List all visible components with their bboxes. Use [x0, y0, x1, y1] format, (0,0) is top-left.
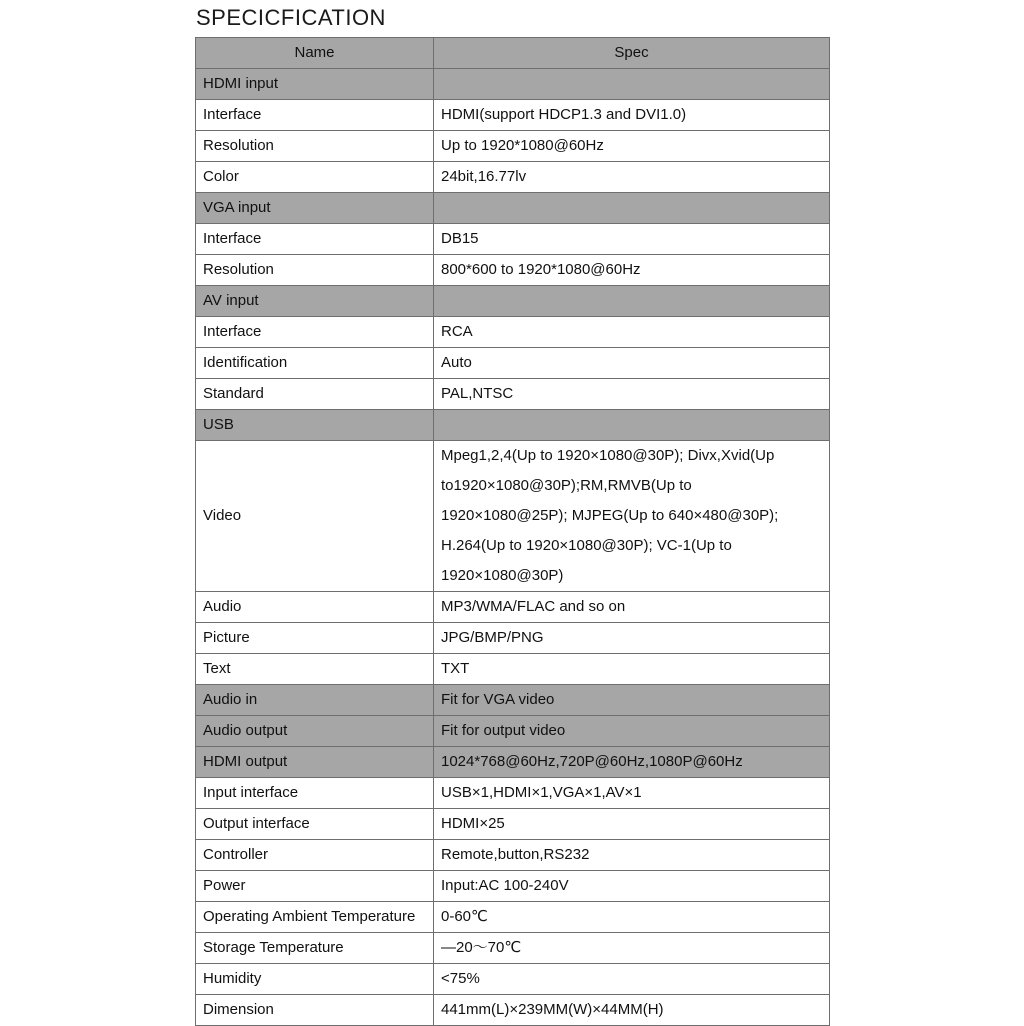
spec-value-cell: TXT: [434, 654, 830, 685]
spec-name-cell: Resolution: [196, 131, 434, 162]
section-row: [196, 685, 830, 716]
table-body: [196, 69, 830, 1026]
spec-value-line: to1920×1080@30P);RM,RMVB(Up to: [441, 477, 692, 494]
spec-value-cell: [434, 193, 830, 224]
table-row: [196, 623, 830, 654]
table-row: [196, 379, 830, 410]
section-row: [196, 747, 830, 778]
table-row: [196, 902, 830, 933]
table-row: [196, 348, 830, 379]
spec-value-cell: RCA: [434, 317, 830, 348]
spec-name-cell: Interface: [196, 100, 434, 131]
table-row: [196, 162, 830, 193]
spec-value-cell: Up to 1920*1080@60Hz: [434, 131, 830, 162]
table-row: [196, 592, 830, 623]
spec-value-cell: USB×1,HDMI×1,VGA×1,AV×1: [434, 778, 830, 809]
spec-value-cell: 0-60℃: [434, 902, 830, 933]
spec-value-cell: JPG/BMP/PNG: [434, 623, 830, 654]
spec-value-cell: —20～70℃: [434, 933, 830, 964]
spec-name-cell: Input interface: [196, 778, 434, 809]
table-row: [196, 840, 830, 871]
table-row: [196, 995, 830, 1026]
table-row: [196, 654, 830, 685]
spec-name-cell: Power: [196, 871, 434, 902]
section-row: [196, 286, 830, 317]
spec-name-cell: Audio output: [196, 716, 434, 747]
spec-value-cell: 441mm(L)×239MM(W)×44MM(H): [434, 995, 830, 1026]
table-row: [196, 255, 830, 286]
spec-name-cell: Interface: [196, 317, 434, 348]
table-row: [196, 441, 830, 592]
spec-name-cell: Color: [196, 162, 434, 193]
spec-name-cell: Audio in: [196, 685, 434, 716]
spec-name-cell: Interface: [196, 224, 434, 255]
spec-value-cell: 1024*768@60Hz,720P@60Hz,1080P@60Hz: [434, 747, 830, 778]
section-row: [196, 716, 830, 747]
spec-value-line: 1920×1080@30P): [441, 567, 564, 584]
spec-value-cell: 24bit,16.77lv: [434, 162, 830, 193]
table-row: [196, 778, 830, 809]
spec-value-cell: Fit for VGA video: [434, 685, 830, 716]
spec-value-cell: HDMI(support HDCP1.3 and DVI1.0): [434, 100, 830, 131]
spec-value-cell: [434, 69, 830, 100]
spec-value-cell: HDMI×25: [434, 809, 830, 840]
table-row: [196, 131, 830, 162]
spec-value-line: 1920×1080@25P); MJPEG(Up to 640×480@30P);: [441, 507, 779, 524]
spec-value-cell: Fit for output video: [434, 716, 830, 747]
spec-value-cell: 800*600 to 1920*1080@60Hz: [434, 255, 830, 286]
spec-name-cell: Identification: [196, 348, 434, 379]
spec-name-cell: Storage Temperature: [196, 933, 434, 964]
section-row: [196, 69, 830, 100]
spec-name-cell: Output interface: [196, 809, 434, 840]
spec-name-cell: Audio: [196, 592, 434, 623]
spec-value-cell: MP3/WMA/FLAC and so on: [434, 592, 830, 623]
spec-value-cell: Remote,button,RS232: [434, 840, 830, 871]
page-title: SPECICFICATION: [196, 5, 386, 30]
spec-value-line: H.264(Up to 1920×1080@30P); VC-1(Up to: [441, 537, 732, 554]
spec-name-cell: Video: [196, 441, 434, 592]
spec-value-cell: Auto: [434, 348, 830, 379]
table-header-row: [196, 38, 830, 69]
section-row: [196, 410, 830, 441]
spec-value-cell: [434, 286, 830, 317]
spec-name-cell: Humidity: [196, 964, 434, 995]
table-row: [196, 964, 830, 995]
spec-name-cell: HDMI input: [196, 69, 434, 100]
table-row: [196, 809, 830, 840]
spec-table: [195, 37, 830, 1026]
spec-name-cell: VGA input: [196, 193, 434, 224]
table-row: [196, 317, 830, 348]
spec-name-cell: AV input: [196, 286, 434, 317]
section-row: [196, 193, 830, 224]
table-row: [196, 871, 830, 902]
spec-value-cell: PAL,NTSC: [434, 379, 830, 410]
spec-name-cell: Standard: [196, 379, 434, 410]
column-header-spec: Spec: [434, 38, 830, 69]
spec-name-cell: Operating Ambient Temperature: [196, 902, 434, 933]
spec-name-cell: Controller: [196, 840, 434, 871]
spec-name-cell: Dimension: [196, 995, 434, 1026]
spec-value-cell: [434, 441, 830, 592]
spec-name-cell: USB: [196, 410, 434, 441]
spec-name-cell: Resolution: [196, 255, 434, 286]
spec-value-cell: Input:AC 100-240V: [434, 871, 830, 902]
spec-value-cell: DB15: [434, 224, 830, 255]
table-row: [196, 100, 830, 131]
table-row: [196, 933, 830, 964]
spec-value-cell: <75%: [434, 964, 830, 995]
table-row: [196, 224, 830, 255]
spec-name-cell: Text: [196, 654, 434, 685]
spec-value-cell: [434, 410, 830, 441]
spec-name-cell: Picture: [196, 623, 434, 654]
spec-value-line: Mpeg1,2,4(Up to 1920×1080@30P); Divx,Xvid(Up: [441, 447, 775, 464]
spec-name-cell: HDMI output: [196, 747, 434, 778]
column-header-name: Name: [196, 38, 434, 69]
